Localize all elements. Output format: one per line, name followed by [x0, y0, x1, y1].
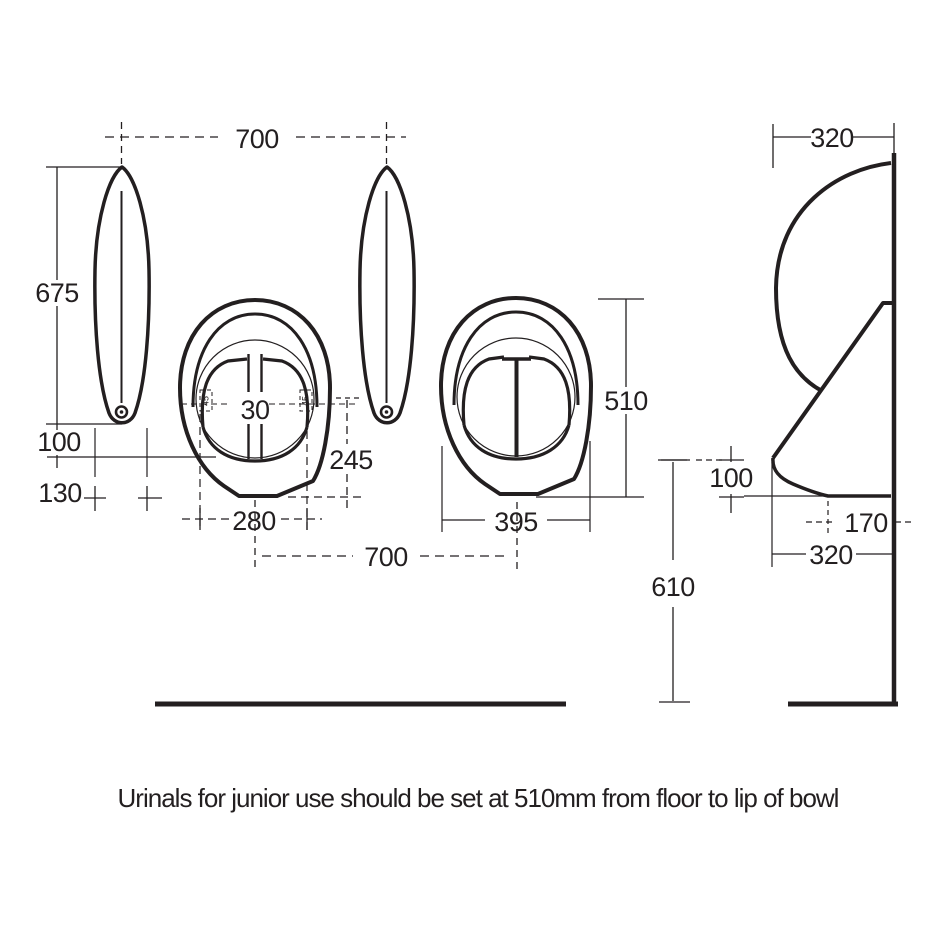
dim-fixing-left: 45	[200, 395, 211, 407]
dim-panel-height-label: 675	[35, 278, 79, 308]
urinal-bowl-front-right	[441, 298, 591, 494]
dim-overall-depth-label: 320	[809, 540, 853, 570]
caption: Urinals for junior use should be set at 510mm from floor to lip of bowl	[117, 783, 839, 813]
dim-top-depth-label: 320	[810, 123, 854, 153]
bowl-rim-profile	[773, 303, 894, 458]
division-panel-right	[360, 167, 414, 423]
dim-bowl-height-label: 510	[604, 386, 648, 416]
dim-fixing-spacing	[182, 414, 322, 536]
bowl-back-profile	[776, 163, 891, 391]
dim-bowl-width-label: 395	[494, 507, 538, 537]
front-view	[35, 122, 648, 704]
division-panel-left	[95, 167, 149, 423]
dim-panel-offset	[37, 424, 216, 468]
dim-outlet-to-wall-label: 170	[844, 508, 888, 538]
dim-panel-offset-label: 100	[37, 427, 81, 457]
dim-lip-drop	[658, 446, 826, 513]
dim-panel-height	[35, 167, 122, 424]
dim-top-spacing	[105, 122, 406, 164]
dim-fixing-spacing-label: 280	[232, 506, 276, 536]
dim-centre-spacing	[255, 500, 517, 572]
dim-fixing-right: 45	[300, 395, 311, 407]
dim-top-depth	[773, 123, 894, 168]
dim-lip-height	[651, 460, 695, 702]
dim-top-spacing-label: 700	[235, 124, 279, 154]
dim-centre-spacing-label: 700	[364, 542, 408, 572]
side-view	[651, 123, 911, 705]
dim-bowl-inner-drop-label: 245	[329, 445, 373, 475]
dim-lip-height-label: 610	[651, 572, 695, 602]
dim-spreader-gap-label: 30	[240, 395, 270, 425]
dim-panel-width-label: 130	[38, 478, 82, 508]
bowl-lip-profile	[773, 458, 891, 496]
dim-lip-drop-label: 100	[709, 463, 753, 493]
